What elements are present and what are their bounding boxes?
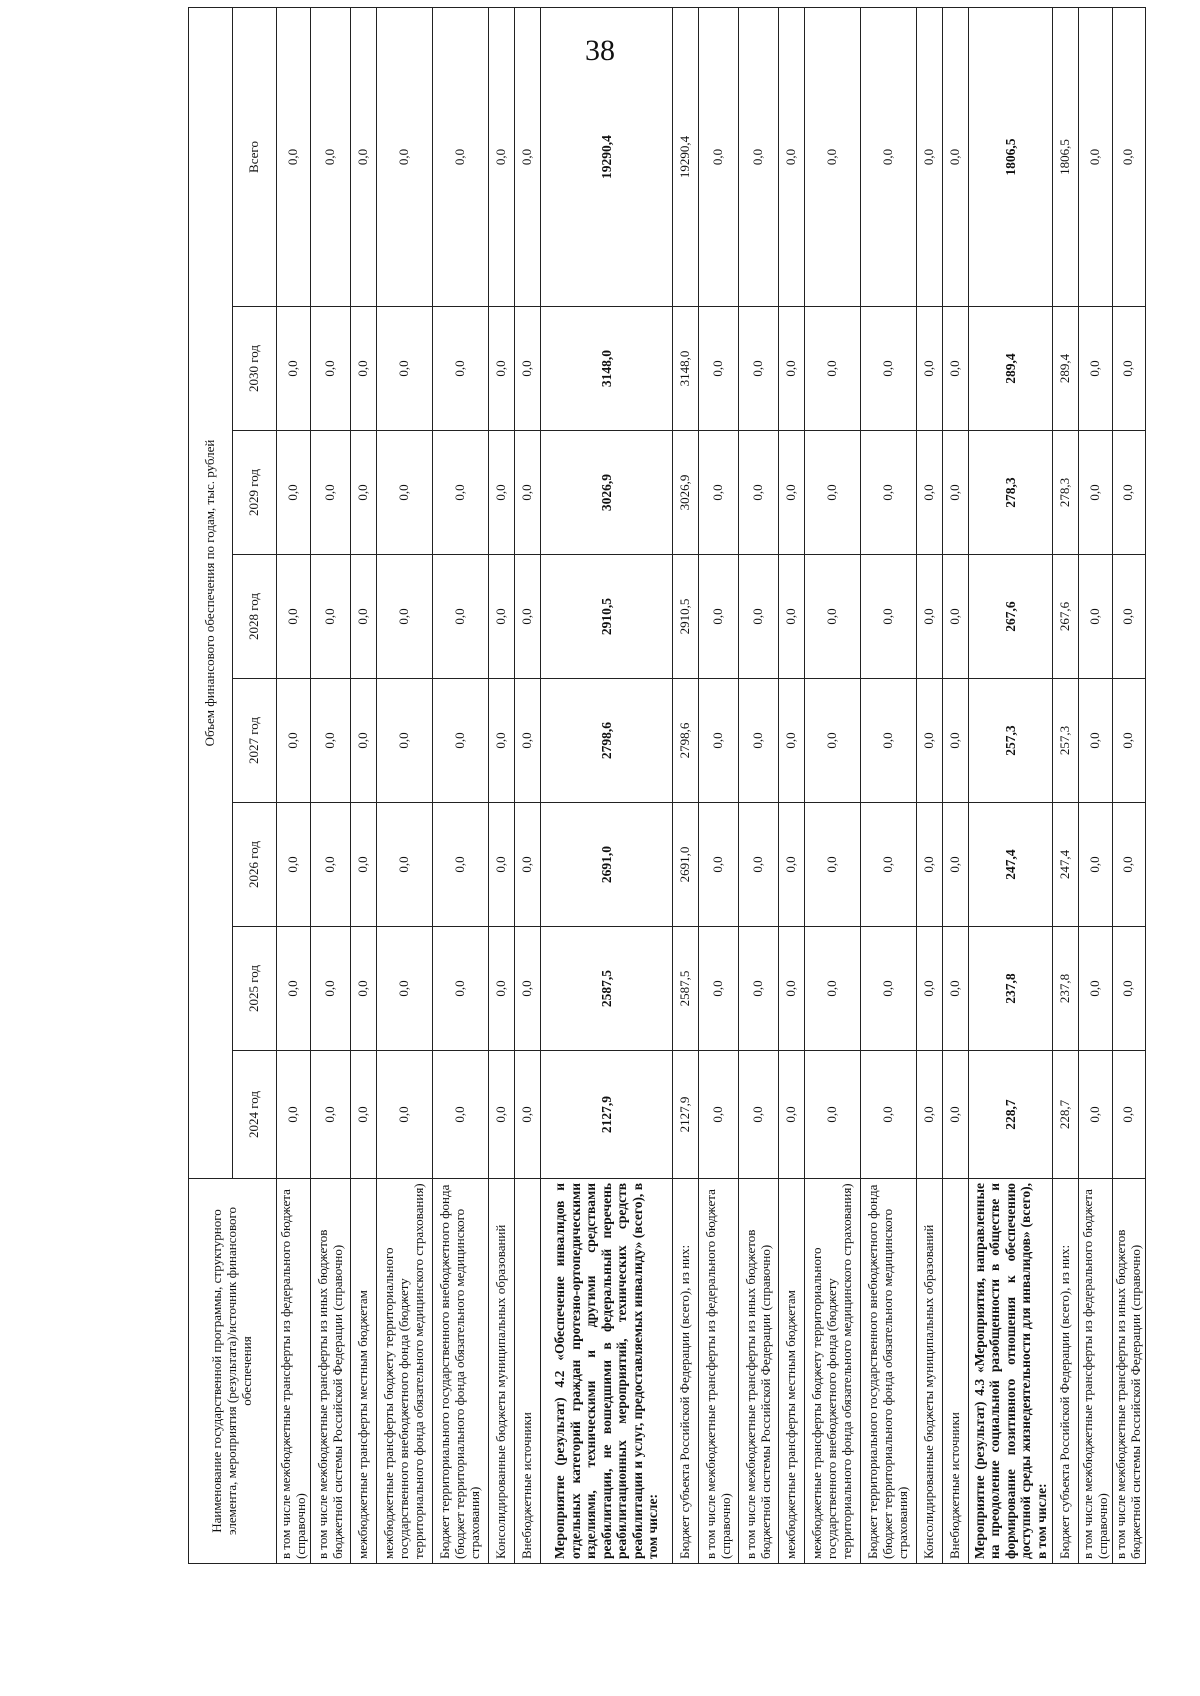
row-year-value: 0,0 — [943, 803, 969, 927]
row-total-value: 19290,4 — [673, 7, 699, 306]
row-year-value: 0,0 — [489, 679, 515, 803]
row-year-value: 0,0 — [311, 679, 351, 803]
row-total-value: 0,0 — [489, 7, 515, 306]
row-source-name: Бюджет территориального государственного внебюджетного фонда (бюджет территориального фонда обязательного медицинского страхования) — [433, 1179, 489, 1564]
row-year-value: 278,3 — [1053, 431, 1079, 555]
row-total-value: 0,0 — [943, 7, 969, 306]
row-year-value: 0,0 — [917, 927, 943, 1051]
row-total-value: 0,0 — [917, 7, 943, 306]
row-year-value: 2798,6 — [673, 679, 699, 803]
row-year-value: 0,0 — [1079, 555, 1113, 679]
row-year-value: 0,0 — [917, 803, 943, 927]
row-year-value: 0,0 — [917, 1051, 943, 1179]
table-row — [1053, 7, 1079, 1563]
row-year-value: 247,4 — [1053, 803, 1079, 927]
row-source-name: Мероприятие (результат) 4.3 «Мероприятия, направленные на преодоление социальной разобщенности в обществе и формирование позитивного отношения к обеспечению доступной среды жизнедеятельности для инвалидов» (всего), в том числе: — [969, 1179, 1053, 1564]
row-year-value: 0,0 — [351, 307, 377, 431]
row-source-name: в том числе межбюджетные трансферты из иных бюджетов бюджетной системы Российской Федерации (справочно) — [739, 1179, 779, 1564]
row-year-value: 2127,9 — [541, 1051, 673, 1179]
row-year-value: 278,3 — [969, 431, 1053, 555]
row-year-value: 0,0 — [311, 307, 351, 431]
row-year-value: 0,0 — [277, 555, 311, 679]
row-year-value: 0,0 — [1113, 927, 1146, 1051]
row-source-name: Консолидированные бюджеты муниципальных образований — [917, 1179, 943, 1564]
header-volume-group: Объем финансового обеспечения по годам, тыс. рублей — [189, 7, 233, 1178]
row-year-value: 257,3 — [1053, 679, 1079, 803]
row-year-value: 0,0 — [1113, 803, 1146, 927]
row-source-name: в том числе межбюджетные трансферты из федерального бюджета (справочно) — [277, 1179, 311, 1564]
row-year-value: 2691,0 — [673, 803, 699, 927]
row-year-value: 0,0 — [489, 307, 515, 431]
table-row — [311, 7, 351, 1563]
row-total-value: 0,0 — [311, 7, 351, 306]
table-row — [377, 7, 433, 1563]
row-year-value: 0,0 — [943, 555, 969, 679]
row-year-value: 2127,9 — [673, 1051, 699, 1179]
row-year-value: 0,0 — [277, 803, 311, 927]
row-year-value: 0,0 — [739, 307, 779, 431]
table-row — [699, 7, 739, 1563]
row-total-value: 1806,5 — [969, 7, 1053, 306]
row-year-value: 0,0 — [1079, 1051, 1113, 1179]
row-source-name: Бюджет субъекта Российской Федерации (всего), из них: — [673, 1179, 699, 1564]
row-year-value: 0,0 — [351, 555, 377, 679]
row-year-value: 0,0 — [377, 803, 433, 927]
row-year-value: 0,0 — [311, 803, 351, 927]
row-total-value: 0,0 — [739, 7, 779, 306]
row-total-value: 1806,5 — [1053, 7, 1079, 306]
row-year-value: 0,0 — [1079, 679, 1113, 803]
row-source-name: межбюджетные трансферты бюджету территориального государственного внебюджетного фонда (бюджету территориального фонда обязательного медицинского страхования) — [377, 1179, 433, 1564]
table-row — [433, 7, 489, 1563]
row-total-value: 0,0 — [805, 7, 861, 306]
row-year-value: 0,0 — [917, 679, 943, 803]
row-year-value: 0,0 — [377, 1051, 433, 1179]
row-year-value: 0,0 — [805, 927, 861, 1051]
row-year-value: 0,0 — [861, 803, 917, 927]
row-year-value: 0,0 — [433, 803, 489, 927]
row-year-value: 0,0 — [515, 431, 541, 555]
row-year-value: 267,6 — [1053, 555, 1079, 679]
row-year-value: 0,0 — [739, 1051, 779, 1179]
row-total-value: 0,0 — [1113, 7, 1146, 306]
page-number: 38 — [585, 34, 615, 67]
row-year-value: 3148,0 — [673, 307, 699, 431]
row-year-value: 0,0 — [377, 679, 433, 803]
row-year-value: 3026,9 — [541, 431, 673, 555]
row-year-value: 0,0 — [699, 555, 739, 679]
header-year: 2030 год — [233, 307, 277, 431]
row-year-value: 0,0 — [699, 431, 739, 555]
row-year-value: 0,0 — [515, 803, 541, 927]
row-year-value: 2587,5 — [541, 927, 673, 1051]
row-year-value: 0,0 — [515, 555, 541, 679]
row-source-name: Бюджет территориального государственного внебюджетного фонда (бюджет территориального фонда обязательного медицинского страхования) — [861, 1179, 917, 1564]
row-year-value: 228,7 — [1053, 1051, 1079, 1179]
row-source-name: в том числе межбюджетные трансферты из федерального бюджета (справочно) — [1079, 1179, 1113, 1564]
rotated-table-container — [188, 108, 1143, 1564]
row-year-value: 0,0 — [515, 307, 541, 431]
row-year-value: 0,0 — [739, 927, 779, 1051]
row-year-value: 0,0 — [779, 679, 805, 803]
row-year-value: 228,7 — [969, 1051, 1053, 1179]
row-year-value: 2910,5 — [673, 555, 699, 679]
table-row — [1113, 7, 1146, 1563]
header-year: 2026 год — [233, 803, 277, 927]
table-row — [861, 7, 917, 1563]
row-year-value: 0,0 — [861, 431, 917, 555]
row-year-value: 0,0 — [433, 679, 489, 803]
row-year-value: 0,0 — [351, 679, 377, 803]
row-year-value: 0,0 — [489, 555, 515, 679]
row-year-value: 2691,0 — [541, 803, 673, 927]
row-year-value: 0,0 — [739, 555, 779, 679]
header-year: 2024 год — [233, 1051, 277, 1179]
row-year-value: 0,0 — [311, 927, 351, 1051]
row-total-value: 0,0 — [699, 7, 739, 306]
row-year-value: 0,0 — [277, 927, 311, 1051]
row-year-value: 237,8 — [969, 927, 1053, 1051]
row-year-value: 0,0 — [861, 1051, 917, 1179]
row-year-value: 0,0 — [277, 307, 311, 431]
table-row — [541, 7, 673, 1563]
row-year-value: 0,0 — [943, 927, 969, 1051]
row-source-name: межбюджетные трансферты бюджету территориального государственного внебюджетного фонда (бюджету территориального фонда обязательного медицинского страхования) — [805, 1179, 861, 1564]
row-year-value: 0,0 — [779, 431, 805, 555]
row-year-value: 3148,0 — [541, 307, 673, 431]
row-year-value: 0,0 — [1113, 555, 1146, 679]
table-row — [489, 7, 515, 1563]
row-year-value: 267,6 — [969, 555, 1053, 679]
row-year-value: 0,0 — [1079, 307, 1113, 431]
table-body — [277, 7, 1146, 1563]
table-row — [1079, 7, 1113, 1563]
row-year-value: 0,0 — [861, 307, 917, 431]
table-row — [805, 7, 861, 1563]
row-year-value: 0,0 — [805, 307, 861, 431]
row-year-value: 0,0 — [861, 679, 917, 803]
row-year-value: 0,0 — [699, 307, 739, 431]
row-year-value: 0,0 — [805, 803, 861, 927]
table-row — [969, 7, 1053, 1563]
row-year-value: 0,0 — [277, 679, 311, 803]
row-year-value: 0,0 — [943, 679, 969, 803]
row-year-value: 0,0 — [489, 431, 515, 555]
financing-table — [188, 7, 1146, 1564]
row-source-name: межбюджетные трансферты местным бюджетам — [351, 1179, 377, 1564]
row-year-value: 0,0 — [489, 1051, 515, 1179]
header-year: 2027 год — [233, 679, 277, 803]
row-year-value: 0,0 — [433, 927, 489, 1051]
row-source-name: Внебюджетные источники — [515, 1179, 541, 1564]
header-year: 2025 год — [233, 927, 277, 1051]
row-year-value: 0,0 — [699, 803, 739, 927]
row-year-value: 0,0 — [351, 803, 377, 927]
row-year-value: 0,0 — [377, 555, 433, 679]
row-year-value: 0,0 — [861, 555, 917, 679]
row-year-value: 0,0 — [943, 431, 969, 555]
row-year-value: 0,0 — [779, 307, 805, 431]
row-year-value: 289,4 — [1053, 307, 1079, 431]
row-year-value: 0,0 — [917, 555, 943, 679]
row-year-value: 0,0 — [805, 1051, 861, 1179]
table-row — [779, 7, 805, 1563]
row-year-value: 0,0 — [699, 679, 739, 803]
row-year-value: 0,0 — [805, 431, 861, 555]
row-year-value: 0,0 — [779, 927, 805, 1051]
row-year-value: 2587,5 — [673, 927, 699, 1051]
row-year-value: 0,0 — [377, 927, 433, 1051]
row-year-value: 0,0 — [861, 927, 917, 1051]
row-year-value: 0,0 — [1079, 803, 1113, 927]
table-row — [943, 7, 969, 1563]
row-year-value: 0,0 — [433, 1051, 489, 1179]
row-year-value: 289,4 — [969, 307, 1053, 431]
row-source-name: в том числе межбюджетные трансферты из федерального бюджета (справочно) — [699, 1179, 739, 1564]
row-year-value: 0,0 — [1079, 927, 1113, 1051]
header-name-column: Наименование государственной программы, структурного элемента, мероприятия (результата)/источник финансового обеспечения — [189, 1179, 277, 1564]
row-source-name: в том числе межбюджетные трансферты из иных бюджетов бюджетной системы Российской Федерации (справочно) — [311, 1179, 351, 1564]
row-year-value: 0,0 — [311, 555, 351, 679]
row-year-value: 0,0 — [917, 307, 943, 431]
row-year-value: 0,0 — [433, 307, 489, 431]
table-row — [515, 7, 541, 1563]
row-year-value: 2910,5 — [541, 555, 673, 679]
row-year-value: 0,0 — [515, 679, 541, 803]
row-total-value: 0,0 — [1079, 7, 1113, 306]
row-year-value: 0,0 — [1113, 679, 1146, 803]
row-year-value: 0,0 — [433, 555, 489, 679]
row-year-value: 0,0 — [489, 803, 515, 927]
header-total: Всего — [233, 7, 277, 306]
row-source-name: межбюджетные трансферты местным бюджетам — [779, 1179, 805, 1564]
row-year-value: 0,0 — [943, 1051, 969, 1179]
row-total-value: 0,0 — [861, 7, 917, 306]
row-year-value: 0,0 — [351, 431, 377, 555]
row-year-value: 0,0 — [1079, 431, 1113, 555]
row-source-name: Бюджет субъекта Российской Федерации (всего), из них: — [1053, 1179, 1079, 1564]
header-year: 2028 год — [233, 555, 277, 679]
row-year-value: 0,0 — [489, 927, 515, 1051]
row-source-name: Внебюджетные источники — [943, 1179, 969, 1564]
row-total-value: 0,0 — [351, 7, 377, 306]
row-total-value: 0,0 — [433, 7, 489, 306]
row-year-value: 0,0 — [311, 1051, 351, 1179]
row-year-value: 2798,6 — [541, 679, 673, 803]
row-year-value: 0,0 — [805, 679, 861, 803]
row-total-value: 0,0 — [779, 7, 805, 306]
row-year-value: 3026,9 — [673, 431, 699, 555]
header-year: 2029 год — [233, 431, 277, 555]
row-year-value: 0,0 — [311, 431, 351, 555]
row-year-value: 0,0 — [739, 679, 779, 803]
row-year-value: 0,0 — [515, 927, 541, 1051]
row-year-value: 0,0 — [699, 927, 739, 1051]
row-year-value: 0,0 — [515, 1051, 541, 1179]
row-year-value: 0,0 — [779, 555, 805, 679]
table-row — [673, 7, 699, 1563]
row-year-value: 0,0 — [277, 1051, 311, 1179]
row-total-value: 0,0 — [515, 7, 541, 306]
row-total-value: 0,0 — [277, 7, 311, 306]
row-year-value: 247,4 — [969, 803, 1053, 927]
table-row — [739, 7, 779, 1563]
row-total-value: 0,0 — [377, 7, 433, 306]
row-source-name: Консолидированные бюджеты муниципальных образований — [489, 1179, 515, 1564]
row-total-value: 19290,4 — [541, 7, 673, 306]
row-year-value: 0,0 — [1113, 307, 1146, 431]
row-year-value: 0,0 — [739, 803, 779, 927]
row-year-value: 0,0 — [1113, 1051, 1146, 1179]
row-year-value: 0,0 — [351, 927, 377, 1051]
row-year-value: 0,0 — [377, 431, 433, 555]
row-year-value: 0,0 — [433, 431, 489, 555]
row-year-value: 237,8 — [1053, 927, 1079, 1051]
row-year-value: 0,0 — [805, 555, 861, 679]
row-year-value: 0,0 — [699, 1051, 739, 1179]
row-source-name: Мероприятие (результат) 4.2 «Обеспечение инвалидов и отдельных категорий граждан протезно-ортопедическими изделиями, техническими и другими средствами реабилитации, не вошедшими в федеральный перечень реабилитационных мероприятий, технических средств реабилитации и услуг, предоставляемых инвалиду» (всего), в том числе: — [541, 1179, 673, 1564]
row-year-value: 0,0 — [1113, 431, 1146, 555]
table-row — [917, 7, 943, 1563]
row-year-value: 0,0 — [779, 803, 805, 927]
row-year-value: 0,0 — [277, 431, 311, 555]
row-year-value: 0,0 — [739, 431, 779, 555]
row-year-value: 0,0 — [377, 307, 433, 431]
table-row — [351, 7, 377, 1563]
row-source-name: в том числе межбюджетные трансферты из иных бюджетов бюджетной системы Российской Федерации (справочно) — [1113, 1179, 1146, 1564]
row-year-value: 257,3 — [969, 679, 1053, 803]
row-year-value: 0,0 — [779, 1051, 805, 1179]
table-row — [277, 7, 311, 1563]
row-year-value: 0,0 — [351, 1051, 377, 1179]
row-year-value: 0,0 — [917, 431, 943, 555]
row-year-value: 0,0 — [943, 307, 969, 431]
header-row-1 — [189, 7, 233, 1563]
